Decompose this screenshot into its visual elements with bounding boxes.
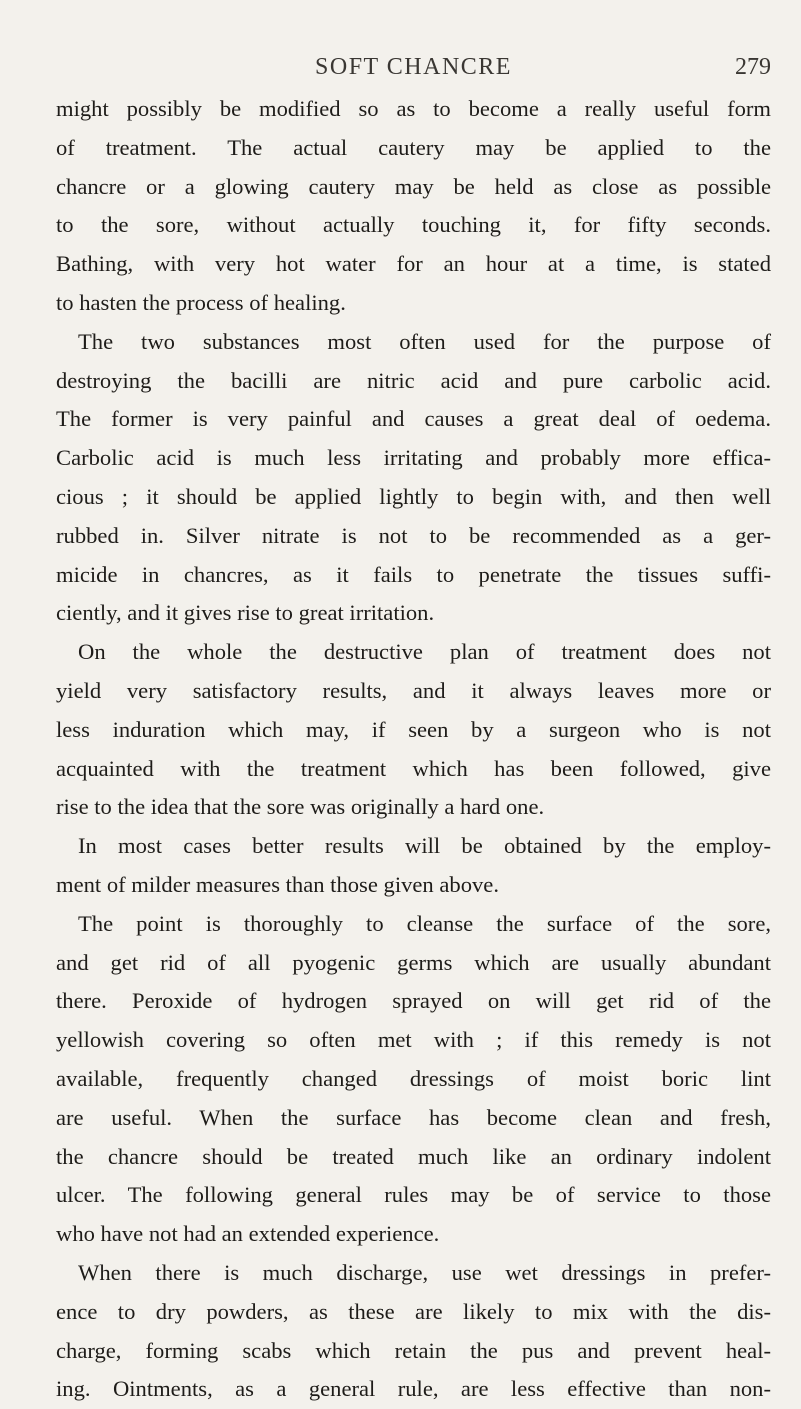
text-line: micide in chancres, as it fails to penetrate the tissues suffi- [56,561,771,587]
text-line: The former is very painful and causes a great deal of oedema. [56,406,771,432]
text-line: less induration which may, if seen by a surgeon who is not [56,716,771,742]
text-line: yellowish covering so often met with ; if this remedy is not [56,1027,771,1053]
text-line: rise to the idea that the sore was originally a hard one. [56,794,545,820]
text-line: When there is much discharge, use wet dressings in prefer- [78,1259,771,1285]
text-line: Bathing, with very hot water for an hour at a time, is stated [56,251,771,277]
text-line: yield very satisfactory results, and it always leaves more or [56,677,771,703]
text-line: who have not had an extended experience. [56,1221,440,1247]
text-line: ulcer. The following general rules may be of service to those [56,1182,771,1208]
text-line: the chancre should be treated much like an ordinary indolent [56,1143,771,1169]
text-line: destroying the bacilli are nitric acid and pure carbolic acid. [56,367,771,393]
text-line: ing. Ointments, as a general rule, are less effective than non- [56,1376,771,1402]
text-line: cious ; it should be applied lightly to begin with, and then well [56,483,771,509]
text-line: are useful. When the surface has become clean and fresh, [56,1104,771,1130]
text-line: there. Peroxide of hydrogen sprayed on will get rid of the [56,988,771,1014]
text-line: available, frequently changed dressings of moist boric lint [56,1065,771,1091]
text-line: ciently, and it gives rise to great irritation. [56,600,435,626]
text-line: acquainted with the treatment which has been followed, give [56,755,771,781]
text-line: might possibly be modified so as to become a really useful form [56,96,771,121]
body-text [56,90,771,1409]
text-line: ment of milder measures than those given above. [56,871,499,897]
text-line: to hasten the process of healing. [56,289,346,315]
text-line: rubbed in. Silver nitrate is not to be recommended as a ger- [56,522,771,548]
text-line: and get rid of all pyogenic germs which are usually abundant [56,949,771,975]
text-line: ence to dry powders, as these are likely to mix with the dis- [56,1298,771,1324]
running-title: SOFT CHANCRE [315,54,512,80]
text-line: chancre or a glowing cautery may be held as close as possible [56,173,771,199]
running-head [56,54,771,86]
text-line: The two substances most often used for the purpose of [78,328,771,354]
text-line: to the sore, without actually touching it, for fifty seconds. [56,212,771,238]
page-number: 279 [735,54,771,80]
text-line: The point is thoroughly to cleanse the surface of the sore, [78,910,771,936]
text-line: Carbolic acid is much less irritating and probably more effica- [56,445,771,471]
text-line: On the whole the destructive plan of treatment does not [78,639,771,665]
text-line: In most cases better results will be obtained by the employ- [78,833,771,859]
text-line: charge, forming scabs which retain the pus and prevent heal- [56,1337,771,1363]
text-line: of treatment. The actual cautery may be applied to the [56,134,771,160]
